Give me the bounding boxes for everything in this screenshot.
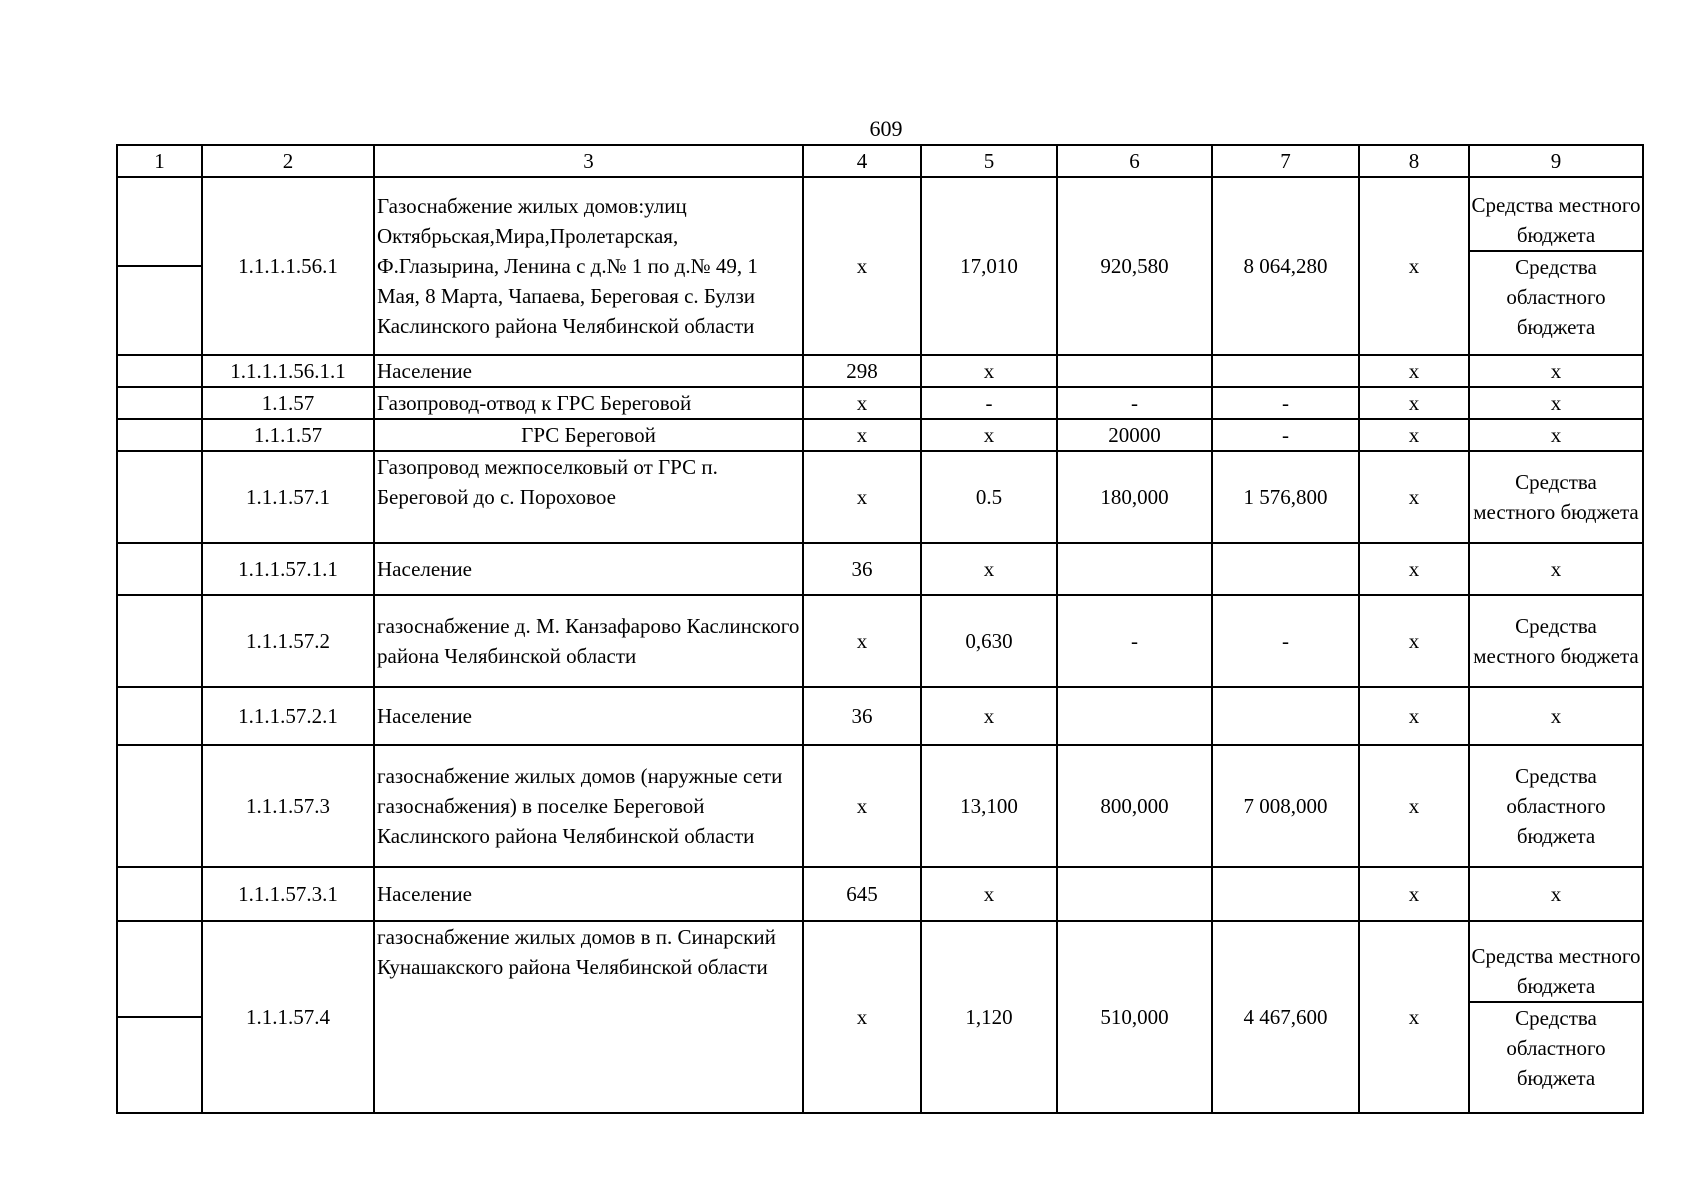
cell-6: - [1057, 595, 1212, 687]
table-row [117, 687, 1643, 745]
cell-5: - [921, 387, 1057, 419]
cell-7: 7 008,000 [1212, 745, 1359, 867]
funding-source: Средства областного бюджета [1470, 250, 1642, 342]
cell-8: х [1359, 595, 1469, 687]
column-header: 7 [1212, 145, 1359, 177]
funding-cell [1469, 921, 1643, 1113]
name-cell: Население [374, 355, 803, 387]
code-cell: 1.1.1.57.1 [202, 451, 374, 543]
cell-8: х [1359, 419, 1469, 451]
column-header: 9 [1469, 145, 1643, 177]
cell-4: 36 [803, 543, 921, 595]
cell-4: х [803, 387, 921, 419]
code-cell: 1.1.1.57.3 [202, 745, 374, 867]
cell-5: 13,100 [921, 745, 1057, 867]
funding-cell [1469, 177, 1643, 355]
cell-6 [1057, 355, 1212, 387]
cell-7 [1212, 867, 1359, 921]
name-cell: газоснабжение д. М. Канзафарово Каслинского района Челябинской области [374, 595, 803, 687]
cell-5: 17,010 [921, 177, 1057, 355]
code-cell: 1.1.1.57.1.1 [202, 543, 374, 595]
column-header: 4 [803, 145, 921, 177]
name-cell: газоснабжение жилых домов (наружные сети газоснабжения) в поселке Береговой Каслинского района Челябинской области [374, 745, 803, 867]
cell-8: х [1359, 543, 1469, 595]
cell-4: х [803, 451, 921, 543]
cell-4: 36 [803, 687, 921, 745]
column-header: 6 [1057, 145, 1212, 177]
cell-5: х [921, 355, 1057, 387]
table-row [117, 355, 1643, 387]
table-row [117, 177, 1643, 355]
name-cell: Население [374, 543, 803, 595]
name-cell: Население [374, 687, 803, 745]
header-row [117, 145, 1643, 177]
cell-6 [1057, 867, 1212, 921]
row-number-cell [117, 921, 202, 1113]
code-cell: 1.1.1.57.2 [202, 595, 374, 687]
row-number-cell [117, 543, 202, 595]
cell-4: х [803, 419, 921, 451]
cell-5: 0.5 [921, 451, 1057, 543]
cell-8: х [1359, 451, 1469, 543]
cell-6: 920,580 [1057, 177, 1212, 355]
cell-8: х [1359, 177, 1469, 355]
cell-9: х [1469, 355, 1643, 387]
cell-8: х [1359, 355, 1469, 387]
cell-7 [1212, 355, 1359, 387]
name-cell: Население [374, 867, 803, 921]
name-cell: Газоснабжение жилых домов:улиц Октябрьская,Мира,Пролетарская, Ф.Глазырина, Ленина с д.№ 1 по д.№ 49, 1 Мая, 8 Марта, Чапаева, Береговая с. Булзи Каслинского района Челябинской области [374, 177, 803, 355]
cell-7: - [1212, 419, 1359, 451]
row-number-cell [117, 387, 202, 419]
code-cell: 1.1.1.57 [202, 419, 374, 451]
table-row [117, 921, 1643, 1113]
name-cell: газоснабжение жилых домов в п. Синарский Кунашакского района Челябинской области [374, 921, 803, 1113]
code-cell: 1.1.1.1.56.1 [202, 177, 374, 355]
cell-7: - [1212, 595, 1359, 687]
cell-7: - [1212, 387, 1359, 419]
cell-6: 180,000 [1057, 451, 1212, 543]
cell-5: 0,630 [921, 595, 1057, 687]
cell-5: х [921, 687, 1057, 745]
cell-5: х [921, 543, 1057, 595]
row-number-cell [117, 867, 202, 921]
code-cell: 1.1.57 [202, 387, 374, 419]
table-row [117, 419, 1643, 451]
table-row [117, 595, 1643, 687]
cell-9: х [1469, 687, 1643, 745]
page-number: 609 [869, 116, 903, 141]
cell-4: х [803, 745, 921, 867]
funding-source: Средства местного бюджета [1471, 193, 1641, 247]
cell-6: 510,000 [1057, 921, 1212, 1113]
column-header: 5 [921, 145, 1057, 177]
cell-7: 1 576,800 [1212, 451, 1359, 543]
code-cell: 1.1.1.57.4 [202, 921, 374, 1113]
column-header: 8 [1359, 145, 1469, 177]
name-cell: Газопровод-отвод к ГРС Береговой [374, 387, 803, 419]
cell-9: х [1469, 867, 1643, 921]
cell-5: х [921, 419, 1057, 451]
cell-9: х [1469, 543, 1643, 595]
column-header: 1 [117, 145, 202, 177]
funding-source: Средства местного бюджета [1469, 451, 1643, 543]
cell-4: х [803, 921, 921, 1113]
cell-6 [1057, 687, 1212, 745]
table-row [117, 387, 1643, 419]
row-number-cell [117, 595, 202, 687]
funding-source: Средства местного бюджета [1469, 595, 1643, 687]
column-header: 3 [374, 145, 803, 177]
cell-5: 1,120 [921, 921, 1057, 1113]
cell-5: х [921, 867, 1057, 921]
cell-4: х [803, 595, 921, 687]
code-cell: 1.1.1.57.2.1 [202, 687, 374, 745]
funding-source: Средства областного бюджета [1469, 745, 1643, 867]
funding-source: Средства местного бюджета [1471, 944, 1641, 998]
funding-source: Средства областного бюджета [1470, 1001, 1642, 1093]
code-cell: 1.1.1.1.56.1.1 [202, 355, 374, 387]
cell-4: 645 [803, 867, 921, 921]
cell-8: х [1359, 867, 1469, 921]
cell-4: х [803, 177, 921, 355]
cell-8: х [1359, 387, 1469, 419]
code-cell: 1.1.1.57.3.1 [202, 867, 374, 921]
row-number-cell [117, 687, 202, 745]
name-cell: Газопровод межпоселковый от ГРС п. Береговой до с. Пороховое [374, 451, 803, 543]
cell-6: 20000 [1057, 419, 1212, 451]
cell-7: 4 467,600 [1212, 921, 1359, 1113]
table-row [117, 745, 1643, 867]
cell-4: 298 [803, 355, 921, 387]
cell-7 [1212, 543, 1359, 595]
cell-7 [1212, 687, 1359, 745]
table-row [117, 451, 1643, 543]
row-number-cell [117, 419, 202, 451]
name-cell: ГРС Береговой [374, 419, 803, 451]
cell-6: 800,000 [1057, 745, 1212, 867]
table-row [117, 543, 1643, 595]
row-number-cell [117, 745, 202, 867]
data-table [116, 144, 1644, 1114]
row-number-cell [117, 451, 202, 543]
row-number-cell [117, 177, 202, 355]
cell-7: 8 064,280 [1212, 177, 1359, 355]
cell-9: х [1469, 387, 1643, 419]
column-header: 2 [202, 145, 374, 177]
table-row [117, 867, 1643, 921]
row-number-cell [117, 355, 202, 387]
cell-8: х [1359, 687, 1469, 745]
cell-6: - [1057, 387, 1212, 419]
cell-6 [1057, 543, 1212, 595]
cell-8: х [1359, 921, 1469, 1113]
cell-8: х [1359, 745, 1469, 867]
cell-9: х [1469, 419, 1643, 451]
